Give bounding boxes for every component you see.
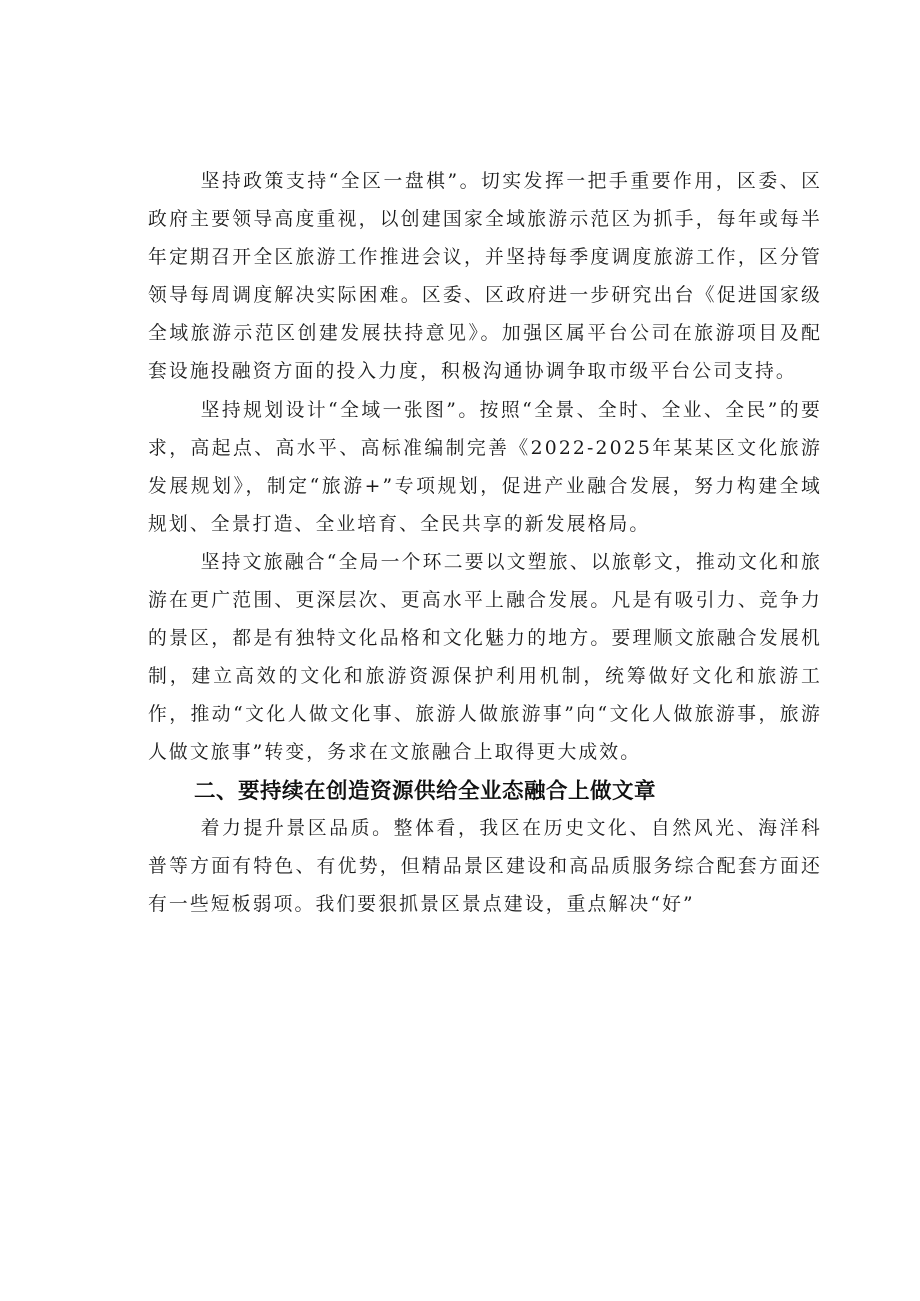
paragraph-policy-support: 坚持政策支持“全区一盘棋”。切实发挥一把手重要作用，区委、区政府主要领导高度重视，以创建国家全域旅游示范区为抓手，每年或每半年定期召开全区旅游工作推进会议，并坚持每季度调度旅游工作，区分管领导每周调度解决实际困难。区委、区政府进一步研究出台《促进国家级全域旅游示范区创建发展扶持意见》。加强区属平台公司在旅游项目及配套设施投融资方面的投入力度，积极沟通协调争取市级平台公司支持。 <box>148 171 822 383</box>
paragraph-culture-tourism-integration: 坚持文旅融合“全局一个环二要以文塑旅、以旅彰文，推动文化和旅游在更广范围、更深层次、更高水平上融合发展。凡是有吸引力、竞争力的景区，都是有独特文化品格和文化魅力的地方。要理顺文旅融合发展机制，建立高效的文化和旅游资源保护利用机制，统筹做好文化和旅游工作，推动“文化人做文化事、旅游人做旅游事”向“文化人做旅游事，旅游人做文旅事”转变，务求在文旅融合上取得更大成效。 <box>148 551 822 764</box>
paragraph-planning-design: 坚持规划设计“全域一张图”。按照“全景、全时、全业、全民”的要求，高起点、高水平、高标准编制完善《2022-2025年某某区文化旅游发展规划》，制定“旅游+”专项规划，促进产业融合发展，努力构建全域规划、全景打造、全业培育、全民共享的新发展格局。 <box>148 399 822 535</box>
paragraph-scenic-quality: 着力提升景区品质。整体看，我区在历史文化、自然风光、海洋科普等方面有特色、有优势，但精品景区建设和高品质服务综合配套方面还有一些短板弱项。我们要狠抓景区景点建设，重点解决“好” <box>148 817 822 915</box>
section-heading: 二、要持续在创造资源供给全业态融合上做文章 <box>194 778 657 804</box>
document-page <box>148 163 822 924</box>
